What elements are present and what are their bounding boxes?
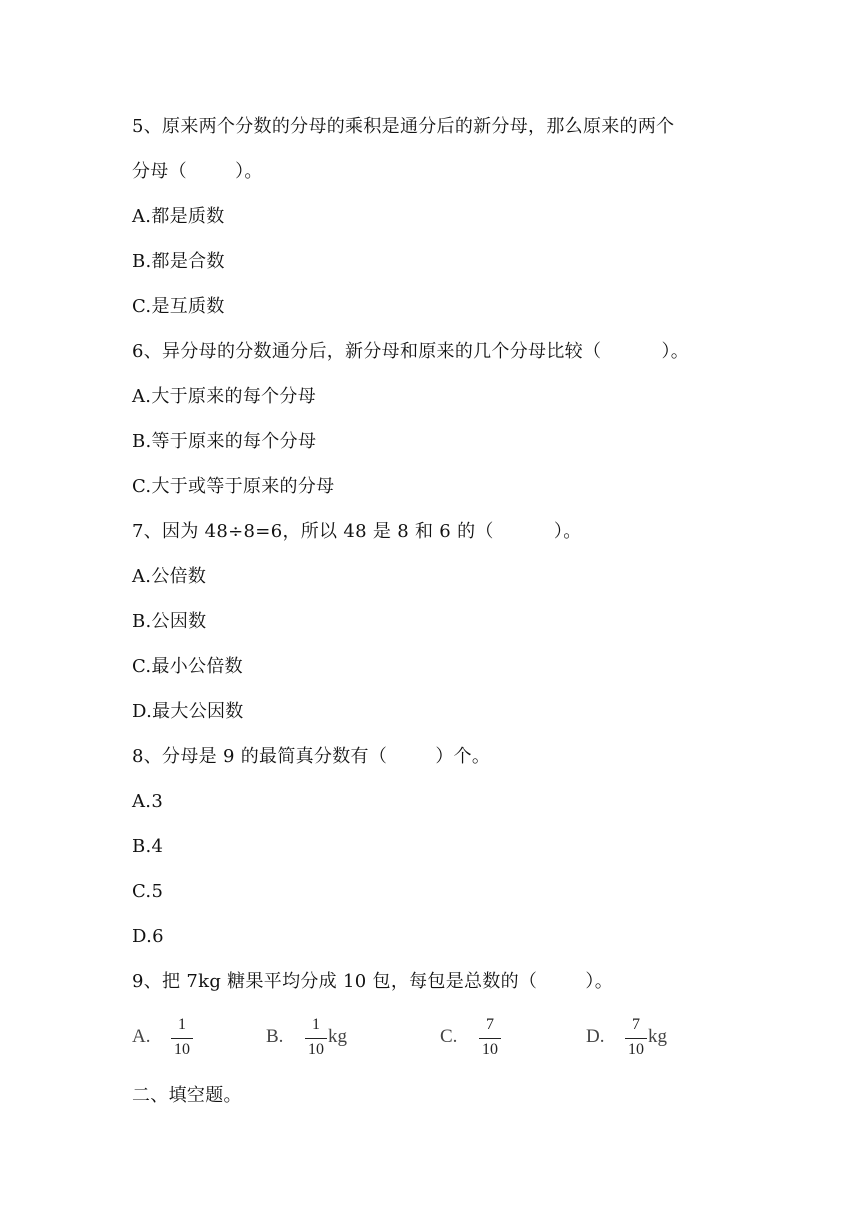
q7-stem: 7、因为 48÷8=6，所以 48 是 8 和 6 的（ ）。 — [132, 521, 582, 542]
q7-option-b: B.公因数 — [132, 611, 207, 632]
q9-option-b-fraction — [304, 1016, 328, 1061]
fraction-bar — [305, 1038, 327, 1039]
q8-option-b: B.4 — [132, 836, 164, 857]
fraction-bar — [479, 1038, 501, 1039]
q9-stem: 9、把 7kg 糖果平均分成 10 包，每包是总数的（ ）。 — [132, 971, 613, 992]
q8-option-d: D.6 — [132, 926, 164, 947]
q9-options — [132, 1016, 692, 1064]
fraction-denominator: 10 — [628, 1041, 644, 1058]
q9-option-a-fraction — [170, 1016, 194, 1061]
fraction-numerator: 7 — [486, 1016, 494, 1033]
fraction-denominator: 10 — [482, 1041, 498, 1058]
q7-option-c: C.最小公倍数 — [132, 656, 243, 677]
q9-option-b-unit: kg — [328, 1026, 347, 1047]
q8-stem: 8、分母是 9 的最简真分数有（ ）个。 — [132, 746, 491, 767]
q9-option-d-letter: D. — [586, 1026, 605, 1047]
fraction-numerator: 1 — [312, 1016, 320, 1033]
q9-option-a-letter: A. — [132, 1026, 151, 1047]
fraction-bar — [625, 1038, 647, 1039]
q8-option-c: C.5 — [132, 881, 164, 902]
q9-option-b-letter: B. — [266, 1026, 284, 1047]
q8-option-a: A.3 — [132, 791, 164, 812]
fraction-numerator: 1 — [178, 1016, 186, 1033]
section-title: 二、填空题。 — [132, 1085, 242, 1106]
fraction-denominator: 10 — [174, 1041, 190, 1058]
q6-stem: 6、异分母的分数通分后，新分母和原来的几个分母比较（ ）。 — [132, 341, 690, 362]
q5-stem-line2: 分母（ ）。 — [132, 161, 263, 182]
q7-option-d: D.最大公因数 — [132, 701, 244, 722]
q9-option-d-fraction — [624, 1016, 648, 1061]
q5-stem-line1: 5、原来两个分数的分母的乘积是通分后的新分母，那么原来的两个 — [132, 116, 675, 137]
q6-option-c: C.大于或等于原来的分母 — [132, 476, 335, 497]
q9-option-d-unit: kg — [648, 1026, 667, 1047]
q5-option-b: B.都是合数 — [132, 251, 225, 272]
fraction-numerator: 7 — [632, 1016, 640, 1033]
q9-option-c-letter: C. — [440, 1026, 458, 1047]
q6-option-a: A.大于原来的每个分母 — [132, 386, 317, 407]
q5-option-a: A.都是质数 — [132, 206, 225, 227]
q5-option-c: C.是互质数 — [132, 296, 225, 317]
q9-option-c-fraction — [478, 1016, 502, 1061]
fraction-denominator: 10 — [308, 1041, 324, 1058]
q6-option-b: B.等于原来的每个分母 — [132, 431, 317, 452]
fraction-bar — [171, 1038, 193, 1039]
q7-option-a: A.公倍数 — [132, 566, 207, 587]
